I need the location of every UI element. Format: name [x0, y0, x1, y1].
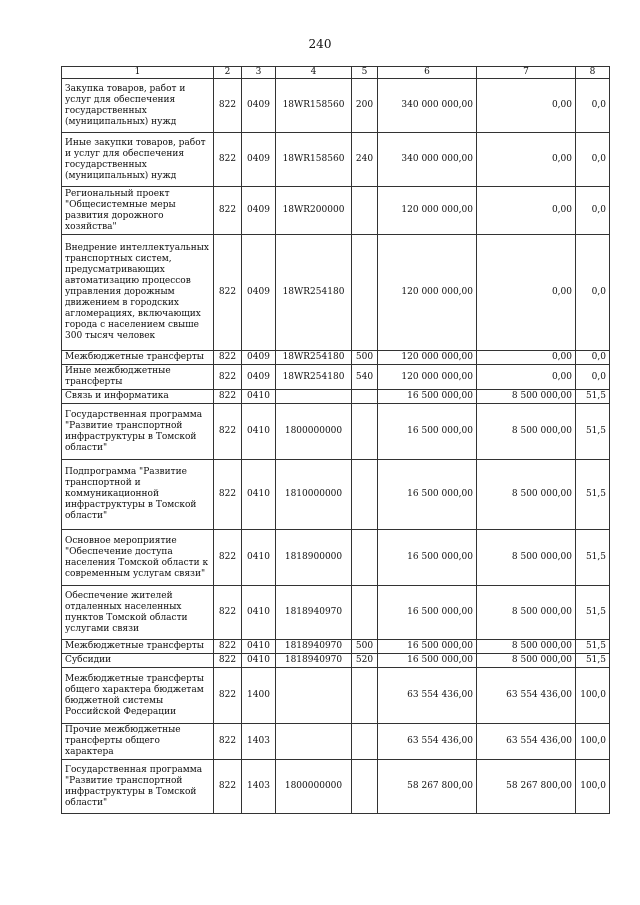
fact-amount-cell: 8 500 000,00 [477, 530, 576, 586]
plan-amount-cell: 16 500 000,00 [378, 404, 477, 460]
target-article-cell: 1800000000 [276, 760, 352, 814]
ministry-code-cell: 822 [214, 668, 242, 724]
ministry-code-cell: 822 [214, 133, 242, 187]
ministry-code-cell: 822 [214, 460, 242, 530]
table-row [62, 390, 610, 404]
expense-type-cell [352, 390, 378, 404]
table-row [62, 760, 610, 814]
plan-amount-cell: 16 500 000,00 [378, 530, 477, 586]
ministry-code-cell: 822 [214, 79, 242, 133]
ministry-code-cell: 822 [214, 724, 242, 760]
section-code-cell: 0410 [242, 640, 276, 654]
fact-amount-cell: 58 267 800,00 [477, 760, 576, 814]
ministry-code-cell: 822 [214, 351, 242, 365]
percent-cell: 51,5 [576, 654, 610, 668]
percent-cell: 0,0 [576, 79, 610, 133]
table-row [62, 235, 610, 351]
ministry-code-cell: 822 [214, 404, 242, 460]
row-name-cell: Межбюджетные трансферты [62, 640, 214, 654]
target-article-cell: 18WR158560 [276, 133, 352, 187]
percent-cell: 0,0 [576, 351, 610, 365]
expense-type-cell [352, 724, 378, 760]
column-header: 2 [214, 67, 242, 79]
percent-cell: 0,0 [576, 365, 610, 390]
ministry-code-cell: 822 [214, 760, 242, 814]
percent-cell: 51,5 [576, 460, 610, 530]
percent-cell: 100,0 [576, 724, 610, 760]
ministry-code-cell: 822 [214, 365, 242, 390]
plan-amount-cell: 16 500 000,00 [378, 654, 477, 668]
fact-amount-cell: 8 500 000,00 [477, 404, 576, 460]
percent-cell: 51,5 [576, 586, 610, 640]
ministry-code-cell: 822 [214, 654, 242, 668]
section-code-cell: 0410 [242, 460, 276, 530]
expense-type-cell: 500 [352, 640, 378, 654]
plan-amount-cell: 120 000 000,00 [378, 187, 477, 235]
expense-type-cell: 500 [352, 351, 378, 365]
table-row [62, 530, 610, 586]
fact-amount-cell: 8 500 000,00 [477, 460, 576, 530]
plan-amount-cell: 120 000 000,00 [378, 351, 477, 365]
row-name-cell: Межбюджетные трансферты [62, 351, 214, 365]
table-row [62, 187, 610, 235]
fact-amount-cell: 0,00 [477, 79, 576, 133]
plan-amount-cell: 340 000 000,00 [378, 79, 477, 133]
row-name-cell: Иные закупки товаров, работ и услуг для обеспечения государственных (муниципальных) нужд [62, 133, 214, 187]
expense-type-cell [352, 586, 378, 640]
percent-cell: 51,5 [576, 530, 610, 586]
table-row [62, 724, 610, 760]
column-header: 5 [352, 67, 378, 79]
column-header: 7 [477, 67, 576, 79]
section-code-cell: 0409 [242, 365, 276, 390]
column-header: 4 [276, 67, 352, 79]
expense-type-cell [352, 404, 378, 460]
table-row [62, 404, 610, 460]
target-article-cell: 18WR254180 [276, 351, 352, 365]
section-code-cell: 0409 [242, 351, 276, 365]
table-row [62, 79, 610, 133]
section-code-cell: 0409 [242, 235, 276, 351]
target-article-cell: 1810000000 [276, 460, 352, 530]
expense-type-cell: 200 [352, 79, 378, 133]
column-header: 6 [378, 67, 477, 79]
target-article-cell: 1818900000 [276, 530, 352, 586]
ministry-code-cell: 822 [214, 530, 242, 586]
row-name-cell: Подпрограмма "Развитие транспортной и коммуникационной инфраструктуры в Томской области" [62, 460, 214, 530]
percent-cell: 51,5 [576, 390, 610, 404]
ministry-code-cell: 822 [214, 390, 242, 404]
section-code-cell: 1403 [242, 760, 276, 814]
plan-amount-cell: 120 000 000,00 [378, 235, 477, 351]
section-code-cell: 0410 [242, 586, 276, 640]
section-code-cell: 0410 [242, 404, 276, 460]
plan-amount-cell: 63 554 436,00 [378, 668, 477, 724]
ministry-code-cell: 822 [214, 640, 242, 654]
row-name-cell: Региональный проект "Общесистемные меры развития дорожного хозяйства" [62, 187, 214, 235]
table-row [62, 586, 610, 640]
percent-cell: 0,0 [576, 235, 610, 351]
row-name-cell: Государственная программа "Развитие транспортной инфраструктуры в Томской области" [62, 760, 214, 814]
row-name-cell: Закупка товаров, работ и услуг для обеспечения государственных (муниципальных) нужд [62, 79, 214, 133]
ministry-code-cell: 822 [214, 187, 242, 235]
target-article-cell [276, 668, 352, 724]
target-article-cell: 1818940970 [276, 586, 352, 640]
expense-type-cell: 520 [352, 654, 378, 668]
percent-cell: 100,0 [576, 668, 610, 724]
fact-amount-cell: 8 500 000,00 [477, 586, 576, 640]
section-code-cell: 0410 [242, 654, 276, 668]
fact-amount-cell: 8 500 000,00 [477, 654, 576, 668]
row-name-cell: Связь и информатика [62, 390, 214, 404]
row-name-cell: Субсидии [62, 654, 214, 668]
plan-amount-cell: 58 267 800,00 [378, 760, 477, 814]
expense-type-cell [352, 187, 378, 235]
section-code-cell: 0409 [242, 79, 276, 133]
section-code-cell: 0410 [242, 530, 276, 586]
table-row [62, 133, 610, 187]
plan-amount-cell: 340 000 000,00 [378, 133, 477, 187]
expense-type-cell [352, 668, 378, 724]
percent-cell: 0,0 [576, 133, 610, 187]
target-article-cell: 18WR254180 [276, 365, 352, 390]
fact-amount-cell: 63 554 436,00 [477, 724, 576, 760]
target-article-cell: 1818940970 [276, 654, 352, 668]
table-row [62, 668, 610, 724]
expense-type-cell [352, 760, 378, 814]
expense-type-cell [352, 460, 378, 530]
column-number-row [62, 67, 610, 79]
ministry-code-cell: 822 [214, 235, 242, 351]
section-code-cell: 0410 [242, 390, 276, 404]
column-header: 3 [242, 67, 276, 79]
ministry-code-cell: 822 [214, 586, 242, 640]
table-row [62, 351, 610, 365]
expense-type-cell [352, 530, 378, 586]
column-header: 1 [62, 67, 214, 79]
table-row [62, 460, 610, 530]
fact-amount-cell: 0,00 [477, 187, 576, 235]
plan-amount-cell: 16 500 000,00 [378, 640, 477, 654]
fact-amount-cell: 63 554 436,00 [477, 668, 576, 724]
percent-cell: 51,5 [576, 404, 610, 460]
row-name-cell: Основное мероприятие "Обеспечение доступа населения Томской области к современным услугам связи" [62, 530, 214, 586]
section-code-cell: 0409 [242, 133, 276, 187]
target-article-cell [276, 390, 352, 404]
row-name-cell: Внедрение интеллектуальных транспортных систем, предусматривающих автоматизацию процессов управления дорожным движением в городских агломерациях, включающих города с населением свыше 300 тысяч человек [62, 235, 214, 351]
column-header: 8 [576, 67, 610, 79]
row-name-cell: Межбюджетные трансферты общего характера бюджетам бюджетной системы Российской Федерации [62, 668, 214, 724]
percent-cell: 0,0 [576, 187, 610, 235]
row-name-cell: Прочие межбюджетные трансферты общего характера [62, 724, 214, 760]
page-number: 240 [308, 37, 332, 51]
plan-amount-cell: 16 500 000,00 [378, 586, 477, 640]
expense-type-cell: 240 [352, 133, 378, 187]
target-article-cell: 18WR200000 [276, 187, 352, 235]
fact-amount-cell: 8 500 000,00 [477, 640, 576, 654]
plan-amount-cell: 16 500 000,00 [378, 390, 477, 404]
fact-amount-cell: 0,00 [477, 365, 576, 390]
row-name-cell: Государственная программа "Развитие транспортной инфраструктуры в Томской области" [62, 404, 214, 460]
budget-table [61, 66, 610, 814]
target-article-cell: 18WR254180 [276, 235, 352, 351]
section-code-cell: 1403 [242, 724, 276, 760]
table-row [62, 640, 610, 654]
table-row [62, 654, 610, 668]
target-article-cell: 1800000000 [276, 404, 352, 460]
target-article-cell: 1818940970 [276, 640, 352, 654]
fact-amount-cell: 8 500 000,00 [477, 390, 576, 404]
fact-amount-cell: 0,00 [477, 235, 576, 351]
section-code-cell: 1400 [242, 668, 276, 724]
fact-amount-cell: 0,00 [477, 351, 576, 365]
fact-amount-cell: 0,00 [477, 133, 576, 187]
percent-cell: 100,0 [576, 760, 610, 814]
row-name-cell: Иные межбюджетные трансферты [62, 365, 214, 390]
target-article-cell: 18WR158560 [276, 79, 352, 133]
section-code-cell: 0409 [242, 187, 276, 235]
plan-amount-cell: 120 000 000,00 [378, 365, 477, 390]
expense-type-cell: 540 [352, 365, 378, 390]
table-row [62, 365, 610, 390]
expense-type-cell [352, 235, 378, 351]
target-article-cell [276, 724, 352, 760]
percent-cell: 51,5 [576, 640, 610, 654]
plan-amount-cell: 16 500 000,00 [378, 460, 477, 530]
table-body [62, 79, 610, 814]
plan-amount-cell: 63 554 436,00 [378, 724, 477, 760]
row-name-cell: Обеспечение жителей отдаленных населенных пунктов Томской области услугами связи [62, 586, 214, 640]
